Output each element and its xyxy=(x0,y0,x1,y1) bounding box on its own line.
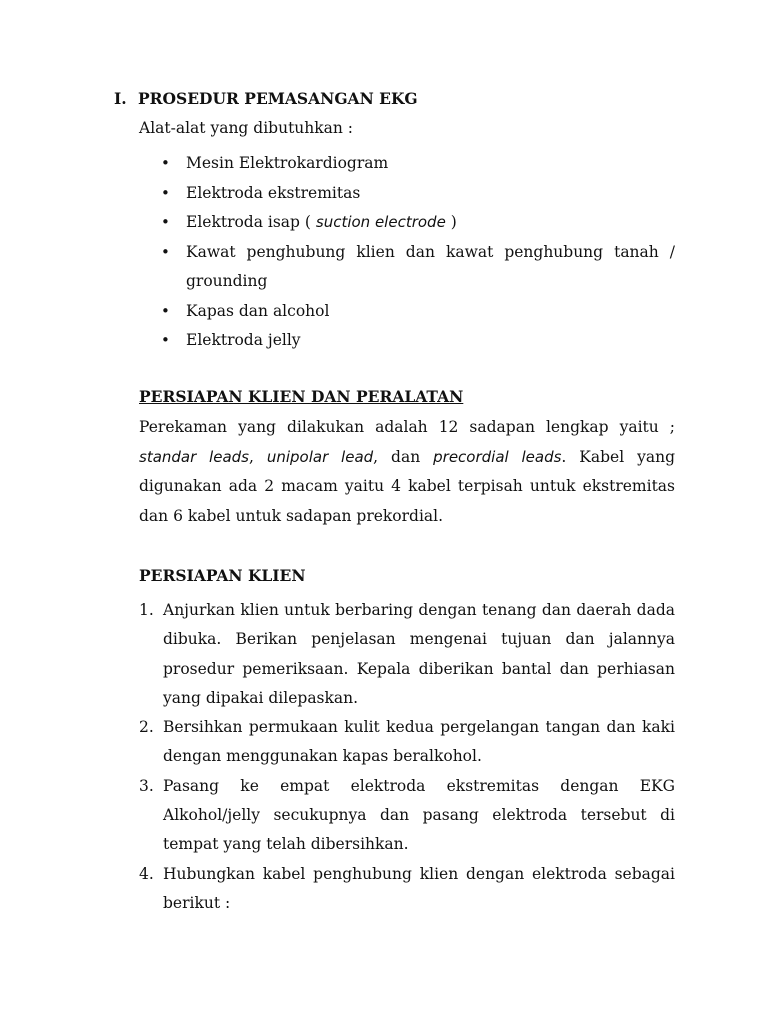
paragraph-text: , xyxy=(248,447,267,466)
prep-client-steps xyxy=(139,596,675,918)
list-item xyxy=(161,297,675,327)
list-item-text: Mesin Elektrokardiogram xyxy=(186,154,389,172)
paragraph-text: . Kabel yang digunakan ada 2 macam yaitu 4 kabel terpisah untuk ekstremitas dan 6 kabel untuk sadapan prekordial. xyxy=(139,447,675,525)
step-item xyxy=(139,772,675,860)
list-item xyxy=(161,149,675,179)
tools-list xyxy=(161,149,675,356)
term-standar-leads: standar leads xyxy=(139,447,249,466)
list-item-text: Kawat penghubung klien dan kawat penghubung tanah / grounding xyxy=(186,242,675,290)
step-number: 2. xyxy=(139,718,154,737)
step-text: Pasang ke empat elektroda ekstremitas dengan EKG Alkohol/jelly secukupnya dan pasang elektroda tersebut di tempat yang telah dibersihkan. xyxy=(163,776,675,854)
prep-client-title: PERSIAPAN KLIEN xyxy=(139,566,306,585)
list-item xyxy=(161,238,675,297)
section-title: PROSEDUR PEMASANGAN EKG xyxy=(138,89,418,108)
list-item xyxy=(161,179,675,209)
step-number: 3. xyxy=(139,776,154,795)
list-item-text: Elektroda isap ( xyxy=(186,213,316,231)
list-item-text: Elektroda jelly xyxy=(186,331,301,349)
list-item-text: ) xyxy=(445,213,457,231)
list-item-text: Kapas dan alcohol xyxy=(186,301,330,320)
step-text: Hubungkan kabel penghubung klien dengan elektroda sebagai berikut : xyxy=(163,864,675,912)
term-precordial-leads: precordial leads xyxy=(433,447,562,466)
prep-tools-paragraph xyxy=(139,413,675,531)
step-text: Bersihkan permukaan kulit kedua pergelangan tangan dan kaki dengan menggunakan kapas beralkohol. xyxy=(163,718,675,766)
term-unipolar-lead: unipolar lead xyxy=(266,447,374,466)
step-item xyxy=(139,596,675,713)
tools-intro: Alat-alat yang dibutuhkan : xyxy=(139,119,354,137)
section-heading xyxy=(114,89,418,108)
step-text: Anjurkan klien untuk berbaring dengan tenang dan daerah dada dibuka. Berikan penjelasan mengenai tujuan dan jalannya prosedur pemeriksaan. Kepala diberikan bantal dan perhiasan yang dipakai dilepaskan. xyxy=(163,601,675,707)
paragraph-text: , dan xyxy=(373,447,434,466)
list-item-italic: suction electrode xyxy=(315,213,446,231)
step-number: 1. xyxy=(139,601,154,619)
paragraph-text: Perekaman yang dilakukan adalah 12 sadapan lengkap yaitu ; xyxy=(139,418,675,436)
list-item xyxy=(161,326,675,356)
section-numeral: I. xyxy=(114,89,127,108)
list-item-text: Elektroda ekstremitas xyxy=(186,183,361,202)
list-item xyxy=(161,208,675,238)
prep-tools-title: PERSIAPAN KLIEN DAN PERALATAN xyxy=(139,387,464,406)
step-item xyxy=(139,713,675,772)
step-number: 4. xyxy=(139,864,154,883)
step-item xyxy=(139,860,675,919)
